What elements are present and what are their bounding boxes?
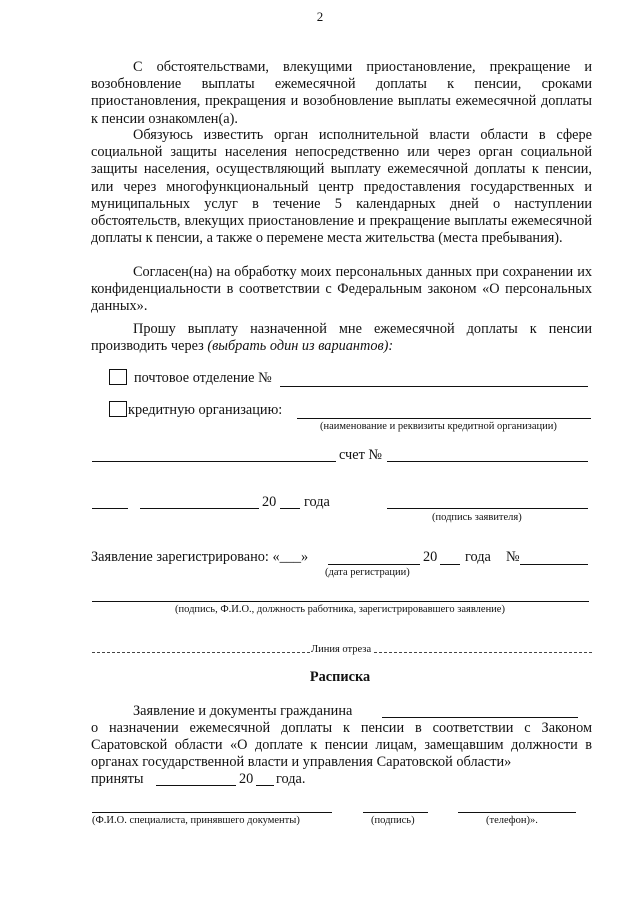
applicant-signature-field[interactable] xyxy=(387,508,588,509)
specialist-name-caption: (Ф.И.О. специалиста, принявшего документы) xyxy=(92,815,300,826)
postal-option-checkbox[interactable] xyxy=(109,369,127,385)
specialist-name-field[interactable] xyxy=(92,812,332,813)
year-field[interactable] xyxy=(280,508,300,509)
registration-month-field[interactable] xyxy=(328,564,420,565)
credit-organization-caption: (наименование и реквизиты кредитной организации) xyxy=(320,421,557,432)
cut-line-left xyxy=(92,652,310,653)
receipt-body: о назначении ежемесячной доплаты к пенсии в соответствии с Законом Саратовской области «О доплате к пенсии лицам, замещавшим должности в органах государственной власти и управления Саратовской области» xyxy=(91,720,592,771)
specialist-phone-field[interactable] xyxy=(458,812,576,813)
year-prefix: 20 xyxy=(262,494,277,510)
receipt-citizen-field[interactable] xyxy=(382,717,578,718)
paragraph-consent: Согласен(на) на обработку моих персональных данных при сохранении их конфиденциальности в соответствии с Федеральным законом «О персональных данных». xyxy=(91,264,592,315)
credit-option-checkbox[interactable] xyxy=(109,401,127,417)
applicant-signature-caption: (подпись заявителя) xyxy=(432,512,522,523)
postal-number-field[interactable] xyxy=(280,386,588,387)
registration-year-prefix: 20 xyxy=(423,549,438,565)
account-label: счет № xyxy=(339,447,383,463)
registrar-signature-field[interactable] xyxy=(92,601,589,602)
receipt-accepted-label: приняты xyxy=(91,771,144,787)
receipt-citizen-label: Заявление и документы гражданина xyxy=(133,703,353,719)
registration-number-field[interactable] xyxy=(520,564,588,565)
receipt-year-word: года. xyxy=(276,771,306,787)
payment-request-text: Прошу выплату назначенной мне ежемесячной доплаты к пенсии производить через xyxy=(91,321,592,355)
receipt-title: Расписка xyxy=(309,669,371,685)
payment-request-hint: (выбрать один из вариантов): xyxy=(207,338,394,355)
credit-option-label: кредитную организацию: xyxy=(128,402,283,418)
registration-label: Заявление зарегистрировано: «___» xyxy=(91,549,309,565)
month-field[interactable] xyxy=(140,508,259,509)
registrar-signature-caption: (подпись, Ф.И.О., должность работника, зарегистрировавшего заявление) xyxy=(175,604,505,615)
registration-number-sign: № xyxy=(506,549,520,565)
credit-organization-field[interactable] xyxy=(297,418,591,419)
receipt-year-field[interactable] xyxy=(256,785,274,786)
cut-line-right xyxy=(374,652,592,653)
registration-year-word: года xyxy=(465,549,491,565)
receipt-year-prefix: 20 xyxy=(239,771,254,787)
paragraph-acknowledgement: С обстоятельствами, влекущими приостановление, прекращение и возобновление выплаты ежемесячной доплаты к пенсии, сроками приостановления, прекращения и возобновление выплаты ежемесячной доплаты к пенсии ознакомлен(а). xyxy=(91,59,592,127)
year-word: года xyxy=(304,494,330,510)
registration-year-field[interactable] xyxy=(440,564,460,565)
specialist-signature-field[interactable] xyxy=(363,812,428,813)
page-number: 2 xyxy=(316,9,324,24)
paragraph-payment-request xyxy=(91,321,592,355)
postal-option-label: почтовое отделение № xyxy=(134,370,272,386)
paragraph-obligation: Обязуюсь известить орган исполнительной власти области в сфере социальной защиты населения непосредственно или через орган социальной защиты населения, осуществляющий выплату ежемесячной доплаты к пенсии, или через многофункциональный центр предоставления государственных и муниципальных услуг в течение 5 календарных дней о наступлении обстоятельств, влекущих приостановление и прекращение выплаты ежемесячной доплаты к пенсии, а также о перемене места жительства (места пребывания). xyxy=(91,127,592,247)
specialist-phone-caption: (телефон)». xyxy=(486,815,538,826)
specialist-signature-caption: (подпись) xyxy=(371,815,415,826)
account-number-field[interactable] xyxy=(387,461,588,462)
day-field[interactable] xyxy=(92,508,128,509)
registration-date-caption: (дата регистрации) xyxy=(325,567,410,578)
cut-line-label: Линия отреза xyxy=(311,644,372,655)
account-owner-field[interactable] xyxy=(92,461,336,462)
receipt-date-field[interactable] xyxy=(156,785,236,786)
